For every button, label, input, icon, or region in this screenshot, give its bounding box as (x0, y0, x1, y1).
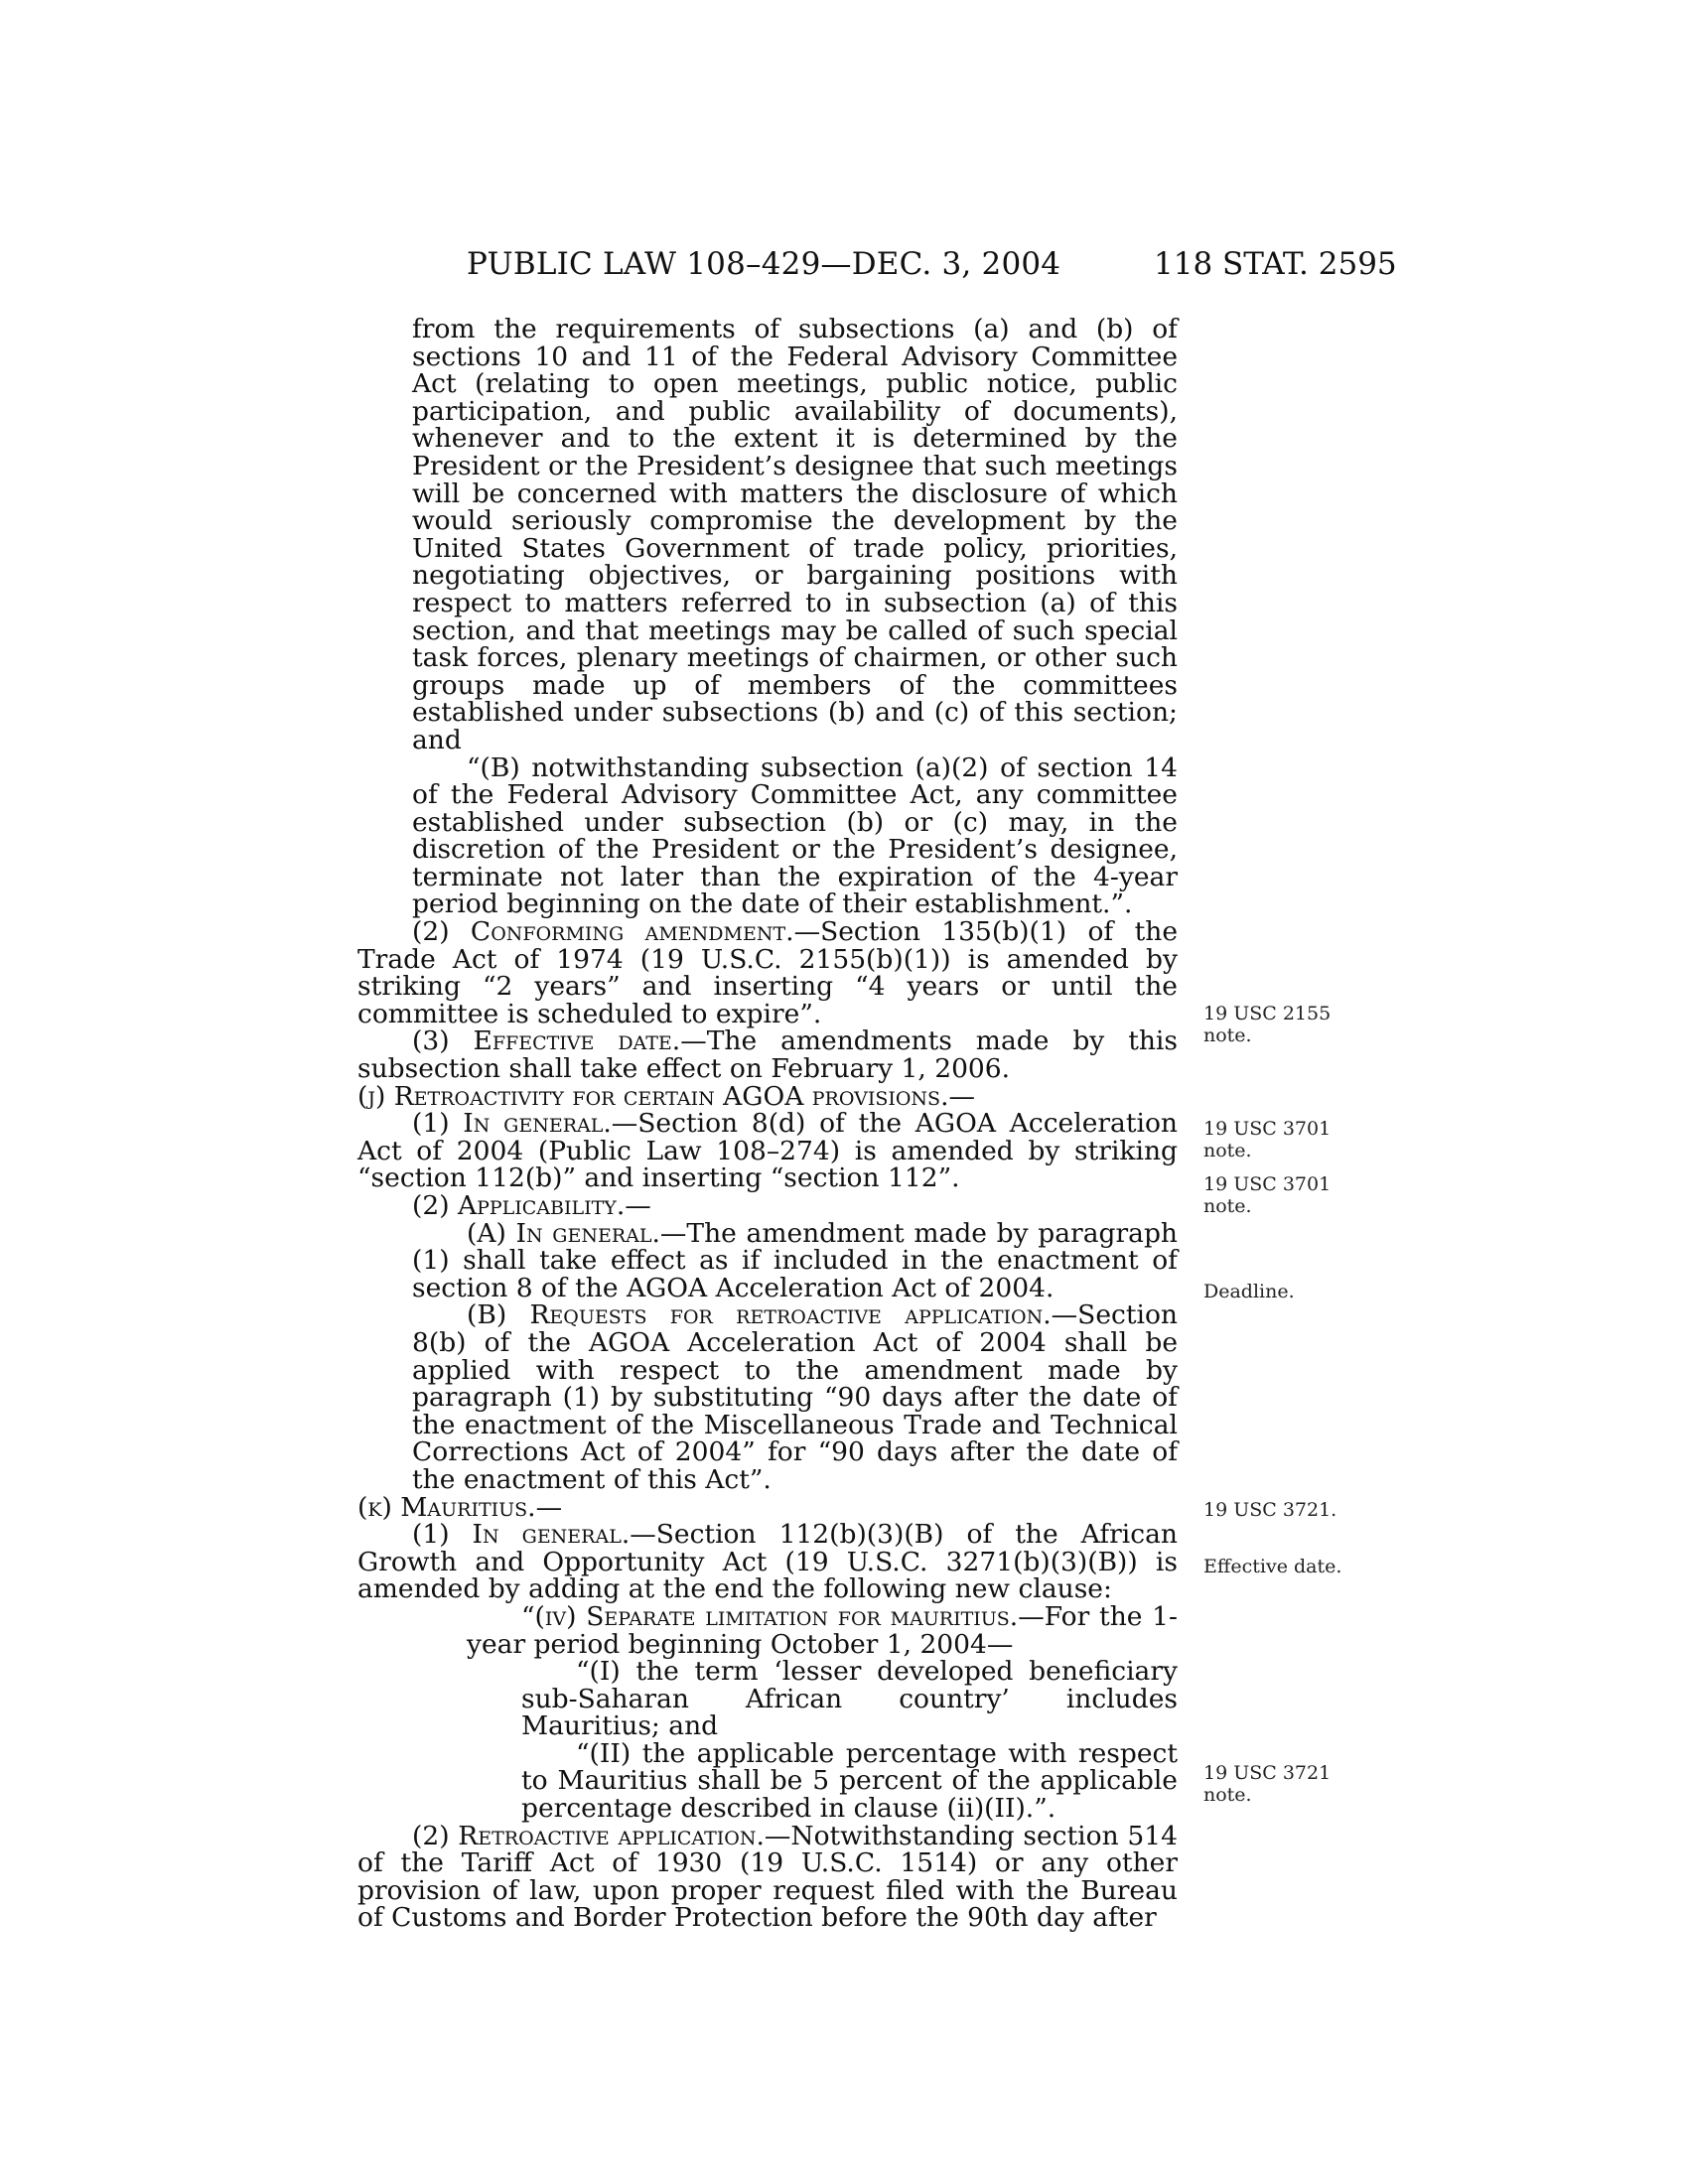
paragraph-j2 (357, 1192, 1178, 1220)
paragraph-text: —Section 112(b)(3)(B) of the African Growth and Opportunity Act (19 U.S.C. 3271(b)(3)(B)) is amended by adding at the end the following new clause: (357, 1519, 1178, 1605)
margin-note-line: note. (1203, 1784, 1252, 1806)
margin-note-line: note. (1203, 1195, 1252, 1217)
margin-note (1203, 1281, 1295, 1302)
margin-note-line: 19 USC 3721 (1203, 1762, 1332, 1784)
margin-note-line: 19 USC 3701 (1203, 1173, 1332, 1195)
subclause-ii: “(II) the applicable percentage with respect to Mauritius shall be 5 percent of the applicable percentage described in clause (ii)(II).”. (521, 1737, 1178, 1825)
subparagraph-j2a (357, 1217, 1178, 1303)
margin-note (1203, 1499, 1336, 1521)
subsection-j (357, 1080, 1178, 1112)
margin-note-line: 19 USC 2155 (1203, 1003, 1332, 1024)
body-text (357, 316, 1178, 1932)
paragraph-text: —The amendment made by paragraph (1) shall take effect as if included in the enactment of section 8 of the AGOA Acceleration Act of 2004. (412, 1217, 1178, 1303)
paragraph-k2 (357, 1820, 1178, 1934)
margin-note (1203, 1556, 1341, 1577)
subsection-heading: (j) Retroactivity for certain AGOA provisions. (357, 1080, 949, 1112)
dash: — (948, 1080, 975, 1112)
paragraph-heading: (1) In general. (412, 1519, 631, 1551)
paragraph-text: —For the 1-year period beginning October 1, 2004— (467, 1600, 1179, 1660)
paragraph-heading: (2) Retroactive application. (412, 1820, 765, 1851)
paragraph-heading: (A) In general. (467, 1217, 660, 1249)
dash: — (535, 1491, 563, 1523)
paragraph-text: —Section 8(b) of the AGOA Acceleration Act of 2004 shall be applied with respect to the amendment made by paragraph (1) by substituting “90 days after the date of the enactment of the Miscellaneous Trade and Technical Corrections Act of 2004” for “90 days after the date of the enactment of this Act”. (412, 1299, 1178, 1495)
paragraph-heading: (B) Requests for retroactive application. (467, 1299, 1052, 1331)
paragraph-effective-date (357, 1025, 1179, 1085)
running-head: PUBLIC LAW 108–429—DEC. 3, 2004 (467, 246, 1061, 282)
margin-note-line: Deadline. (1203, 1281, 1295, 1302)
margin-note (1203, 1173, 1331, 1217)
subclause-i: “(I) the term ‘lesser developed beneficiary sub-Saharan African country’ includes Mauritius; and (521, 1656, 1178, 1742)
paragraph-k1 (357, 1521, 1178, 1603)
subparagraph-j2b (357, 1301, 1178, 1493)
margin-note (1203, 1762, 1331, 1806)
margin-note-line: note. (1203, 1140, 1252, 1161)
paragraph-text: —The amendments made by this subsection shall take effect on February 1, 2006. (357, 1025, 1179, 1085)
clause-iv (357, 1600, 1179, 1660)
paragraph-continuation: from the requirements of subsections (a) and (b) of sections 10 and 11 of the Federal Advisory Committee Act (relating to open meetings, public notice, public participation, and public availability of documents), whenever and to the extent it is determined by the President or the President’s designee that such meetings will be concerned with matters the disclosure of which would seriously compromise the development by the United States Government of trade policy, priorities, negotiating objectives, or bargaining positions with respect to matters referred to in subsection (a) of this section, and that meetings may be called of such special task forces, plenary meetings of chairmen, or other such groups made up of members of the committees established under subsections (b) and (c) of this section; and (412, 314, 1178, 755)
paragraph-heading: (3) Effective date. (412, 1025, 681, 1057)
paragraph-text: —Notwithstanding section 514 of the Tariff Act of 1930 (19 U.S.C. 1514) or any other provision of law, upon proper request filed with the Bureau of Customs and Border Protection before the 90th day after (357, 1820, 1178, 1934)
subsection-k (357, 1491, 1178, 1523)
paragraph-text: —Section 135(b)(1) of the Trade Act of 1974 (19 U.S.C. 2155(b)(1)) is amended by striking “2 years” and inserting “4 years or until the committee is scheduled to expire”. (357, 916, 1178, 1029)
paragraph-heading: (1) In general. (412, 1108, 612, 1140)
paragraph-conforming-amendment (357, 918, 1178, 1027)
margin-note (1203, 1118, 1331, 1161)
paragraph-j1 (357, 1110, 1178, 1192)
paragraph-heading: “(iv) Separate limitation for mauritius. (521, 1600, 1019, 1632)
margin-note-line: 19 USC 3701 (1203, 1118, 1332, 1140)
paragraph-heading: (2) Applicability. (412, 1190, 626, 1221)
paragraph-text: —Section 8(d) of the AGOA Acceleration Act of 2004 (Public Law 108–274) is amended by striking “section 112(b)” and inserting “section 112”. (357, 1108, 1178, 1194)
margin-note-line: 19 USC 3721. (1203, 1499, 1337, 1521)
margin-note-line: note. (1203, 1024, 1252, 1046)
paragraph-heading: (2) Conforming amendment. (412, 916, 794, 948)
subsection-heading: (k) Mauritius. (357, 1491, 536, 1523)
margin-note-line: Effective date. (1203, 1556, 1342, 1577)
margin-note (1203, 1003, 1331, 1046)
paragraph-b: “(B) notwithstanding subsection (a)(2) of section 14 of the Federal Advisory Committee Act, any committee established under subsection (b) or (c) may, in the discretion of the President or the President’s designee, terminate not later than the expiration of the 4-year period beginning on the date of their establishment.”. (412, 751, 1178, 920)
dash: — (625, 1190, 651, 1221)
statute-reference: 118 STAT. 2595 (1154, 246, 1397, 282)
